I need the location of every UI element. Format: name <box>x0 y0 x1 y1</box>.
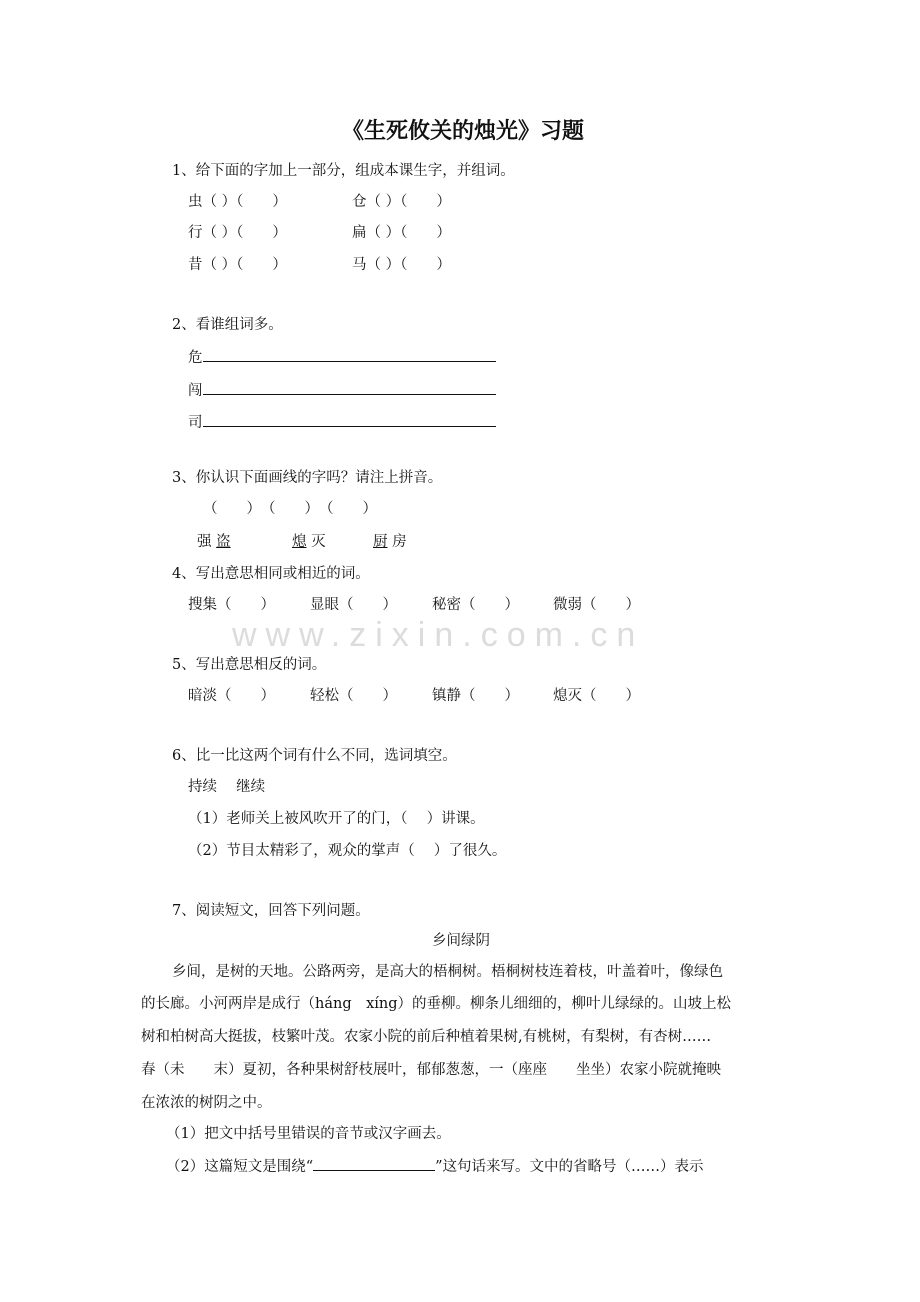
passage-line: 的长廊。小河两岸是成行（háng xíng）的垂柳。柳条儿细细的，柳叶儿绿绿的。山坡上松 <box>141 996 732 1012</box>
q3-underlined-char: 厨 <box>373 534 388 550</box>
q3-underlined-char: 熄 <box>292 534 307 550</box>
watermark: www.zixin.com.cn <box>232 616 645 654</box>
q3-word-part: 房 <box>387 534 407 550</box>
q4-item: 搜集（ ） <box>188 597 275 613</box>
q6-sentence-2: （2）节目太精彩了，观众的掌声（ ）了很久。 <box>188 843 507 859</box>
q3-word <box>292 532 326 552</box>
q7-sub-2-end: ”这句话来写。文中的省略号（……）表示 <box>435 1159 704 1175</box>
q3-word <box>373 532 407 552</box>
q7-sub-1: （1）把文中括号里错误的音节或汉字画去。 <box>166 1126 451 1142</box>
q1-item: 仓（ ）（ ） <box>352 194 451 210</box>
q7-prompt: 7、阅读短文，回答下列问题。 <box>172 903 370 919</box>
passage-line: 在浓浓的树阴之中。 <box>141 1095 272 1111</box>
q1-prompt: 1、给下面的字加上一部分，组成本课生字，并组词。 <box>172 163 515 179</box>
q2-char: 危 <box>188 350 203 366</box>
q6-words: 持续 继续 <box>188 779 266 795</box>
q5-prompt: 5、写出意思相反的词。 <box>172 657 327 673</box>
q3-word-part: 灭 <box>306 534 326 550</box>
q1-item: 行（ ）（ ） <box>188 225 287 241</box>
q5-item: 镇静（ ） <box>432 688 519 704</box>
q4-item: 秘密（ ） <box>432 597 519 613</box>
q5-item: 暗淡（ ） <box>188 688 275 704</box>
answer-line[interactable] <box>203 346 496 362</box>
q1-item: 扁（ ）（ ） <box>352 225 451 241</box>
q2-char: 司 <box>188 415 203 431</box>
answer-line[interactable] <box>203 379 496 395</box>
q6-sentence-1: （1）老师关上被风吹开了的门，（ ）讲课。 <box>188 811 485 827</box>
q7-sub-2-start: （2）这篇短文是围绕“ <box>166 1159 314 1175</box>
q2-row <box>188 379 496 401</box>
q3-parens: （ ） （ ） （ ） <box>203 501 377 517</box>
q3-word-part: 强 <box>197 534 217 550</box>
q5-item: 熄灭（ ） <box>553 688 640 704</box>
passage-line: 乡间，是树的天地。公路两旁，是高大的梧桐树。梧桐树枝连着枝，叶盖着叶，像绿色 <box>172 964 723 980</box>
q4-item: 显眼（ ） <box>310 597 397 613</box>
q2-row <box>188 346 496 368</box>
q1-item: 虫（ ）（ ） <box>188 194 287 210</box>
passage-line: 树和柏树高大挺拔，枝繁叶茂。农家小院的前后种植着果树,有桃树，有梨树，有杏树…… <box>141 1029 712 1045</box>
passage-title: 乡间绿阴 <box>432 933 490 949</box>
page-title: 《生死攸关的烛光》习题 <box>341 119 584 144</box>
passage-line: 春（未 末）夏初，各种果树舒枝展叶，郁郁葱葱，一（座座 坐坐）农家小院就掩映 <box>141 1062 721 1078</box>
q7-sub-2 <box>166 1156 704 1177</box>
q2-row <box>188 411 496 433</box>
q5-item: 轻松（ ） <box>310 688 397 704</box>
q3-underlined-char: 盗 <box>216 534 231 550</box>
q1-item: 马（ ）（ ） <box>352 257 451 273</box>
q3-prompt: 3、你认识下面画线的字吗？请注上拼音。 <box>172 470 443 486</box>
q3-word <box>197 532 231 552</box>
q4-item: 微弱（ ） <box>553 597 640 613</box>
answer-line[interactable] <box>313 1156 435 1171</box>
q4-prompt: 4、写出意思相同或相近的词。 <box>172 566 370 582</box>
q2-prompt: 2、看谁组词多。 <box>172 317 283 333</box>
q1-item: 昔（ ）（ ） <box>188 257 287 273</box>
answer-line[interactable] <box>203 411 496 427</box>
q2-char: 闯 <box>188 383 203 399</box>
q6-prompt: 6、比一比这两个词有什么不同，选词填空。 <box>172 748 457 764</box>
